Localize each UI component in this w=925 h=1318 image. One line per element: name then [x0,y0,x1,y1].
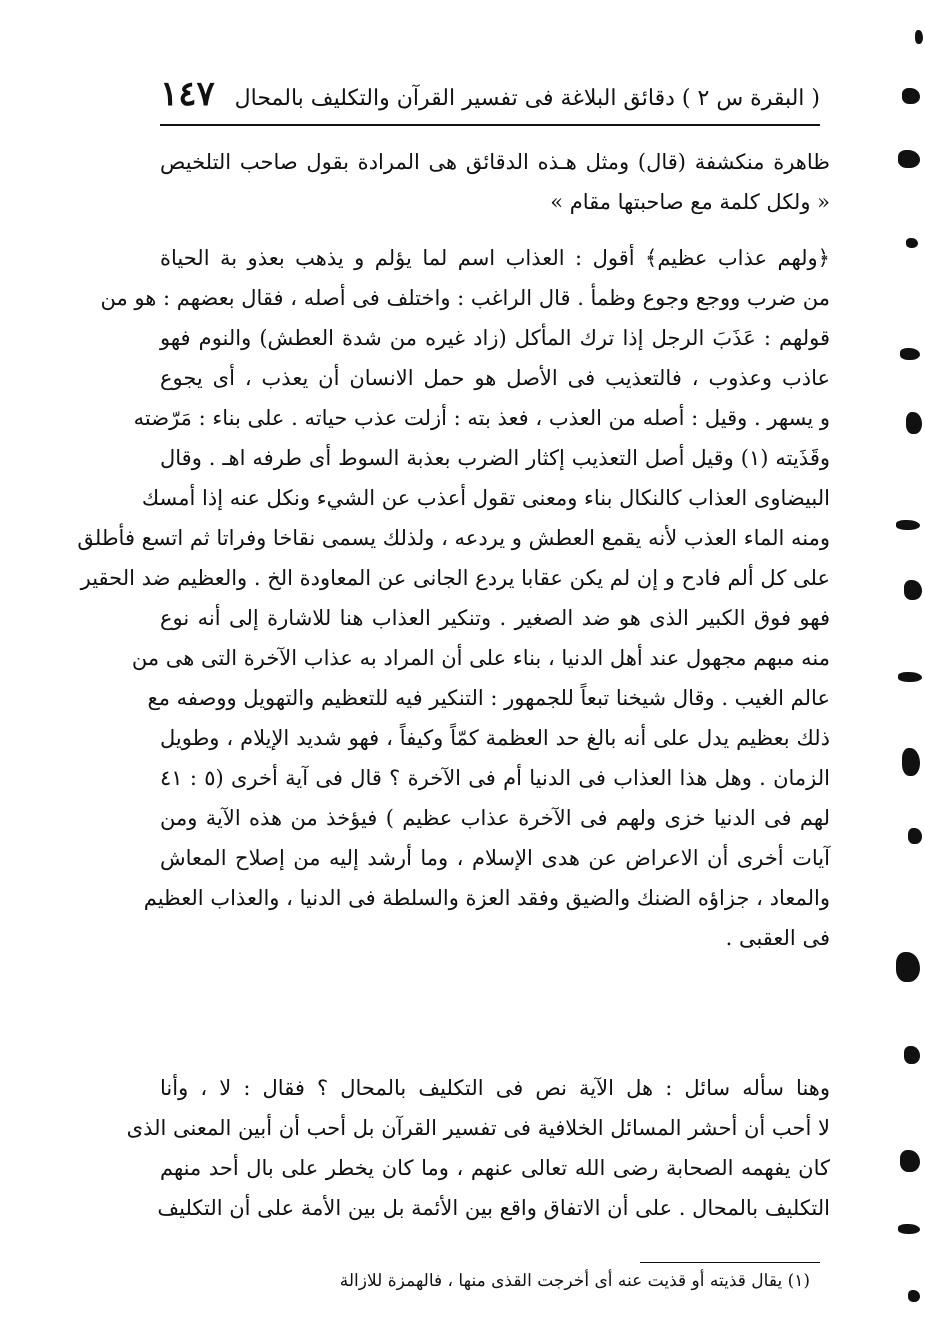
scan-mark [906,238,918,248]
scan-mark [898,1224,920,1234]
scan-mark [900,1150,920,1172]
text-line: ومنه الماء العذب لأنه يقمع العطش و يردعه ، ولذلك يسمى نقاخا وفراتا ثم اتسع فأطلق [77,526,830,550]
text-line: منه مبهم مجهول عند أهل الدنيا ، بناء على أن المراد به عذاب الآخرة التى هى من [131,646,830,670]
text-line: البيضاوى العذاب كالنكال بناء ومعنى تقول أعذب عن الشيء ونكل عنه إذا أمسك [141,486,830,510]
paragraph-2 [77,238,831,958]
scan-mark [896,520,920,530]
text-line: فى العقبى . [725,926,830,950]
text-line: كان يفهمه الصحابة رضى الله تعالى عنهم ، وما كان يخطر على بال أحد منهم [160,1156,830,1180]
page-header [160,74,820,120]
scan-mark [902,88,920,104]
text-line: من ضرب ووجع وجوع وظمأ . قال الراغب : واختلف فى أصله ، فقال بعضهم : هو من [100,286,830,310]
scan-mark [904,580,922,600]
text-line: عالم الغيب . وقال شيخنا تبعاً للجمهور : التنكير فيه للتعظيم والتهويل ووصفه مع [147,686,830,710]
text-line: « ولكل كلمة مع صاحبتها مقام » [550,190,830,214]
text-line: قولهم : عَذَبَ الرجل إذا ترك المأكل (زاد غيره من شدة العطش) والنوم فهو [160,326,830,350]
text-line: والمعاد ، جزاؤه الضنك والضيق وفقد العزة والسلطة فى الدنيا ، والعذاب العظيم [143,886,830,910]
scan-mark [906,412,922,434]
page-number: ١٤٧ [160,74,215,114]
text-line: ﴿ولهم عذاب عظيم﴾ أقول : العذاب اسم لما يؤلم و يذهب بعذو بة الحياة [160,246,830,270]
text-line: وهنا سأله سائل : هل الآية نص فى التكليف بالمحال ؟ فقال : لا ، وأنا [160,1076,830,1100]
text-line: فهو فوق الكبير الذى هو ضد الصغير . وتنكير العذاب هنا للاشارة إلى أنه نوع [160,606,830,630]
text-line: التكليف بالمحال . على أن الاتفاق واقع بين الأئمة بل بين الأمة على أن التكليف [157,1196,830,1220]
scan-mark [902,748,920,776]
footnote: (١) يقال قذيته أو قذيت عنه أى أخرجت القذى منها ، فالهمزة للازالة [339,1271,810,1291]
scan-mark [896,952,920,982]
paragraph-1 [160,142,830,222]
text-line: وقَذَيته (١) وقيل أصل التعذيب إكثار الضرب بعذبة السوط أى طرفه اهـ . وقال [160,446,831,470]
scan-mark [898,150,920,168]
text-line: ذلك بعظيم يدل على أنه بالغ حد العظمة كمّاً وكيفاً ، فهو شديد الإيلام ، وطويل [160,726,830,750]
text-line: عاذب وعذوب ، فالتعذيب فى الأصل هو حمل الانسان أن يعذب ، أى يجوع [160,366,830,390]
text-line: لا أحب أن أحشر المسائل الخلافية فى تفسير القرآن بل أحب أن أبين المعنى الذى [126,1116,830,1140]
scan-mark [904,1046,920,1064]
scan-mark [915,30,923,44]
text-line: الزمان . وهل هذا العذاب فى الدنيا أم فى الآخرة ؟ قال فى آية أخرى (٥ : ٤١ [160,766,830,790]
scan-mark [908,1290,920,1302]
text-line: ظاهرة منكشفة (قال) ومثل هـذه الدقائق هى المرادة بقول صاحب التلخيص [160,150,830,174]
text-line: لهم فى الدنيا خزى ولهم فى الآخرة عذاب عظيم ) فيؤخذ من هذه الآية ومن [160,806,830,830]
footnote-rule [640,1262,820,1263]
scan-mark [898,672,922,682]
paragraph-3 [126,1068,830,1228]
text-line: و يسهر . وقيل : أصله من العذب ، فعذ بته : أزلت عذب حياته . على بناء : مَرّضته [133,406,830,430]
text-line: آيات أخرى أن الاعراض عن هدى الإسلام ، وما أرشد إليه من إصلاح المعاش [160,846,830,870]
text-line: على كل ألم فادح و إن لم يكن عقابا يردع الجانى عن المعاودة الخ . والعظيم ضد الحقير [80,566,830,590]
scan-mark [908,828,922,844]
header-rule [160,124,820,126]
running-title: ( البقرة س ٢ ) دقائق البلاغة فى تفسير القرآن والتكليف بالمحال [234,86,820,111]
scan-mark [900,348,920,360]
